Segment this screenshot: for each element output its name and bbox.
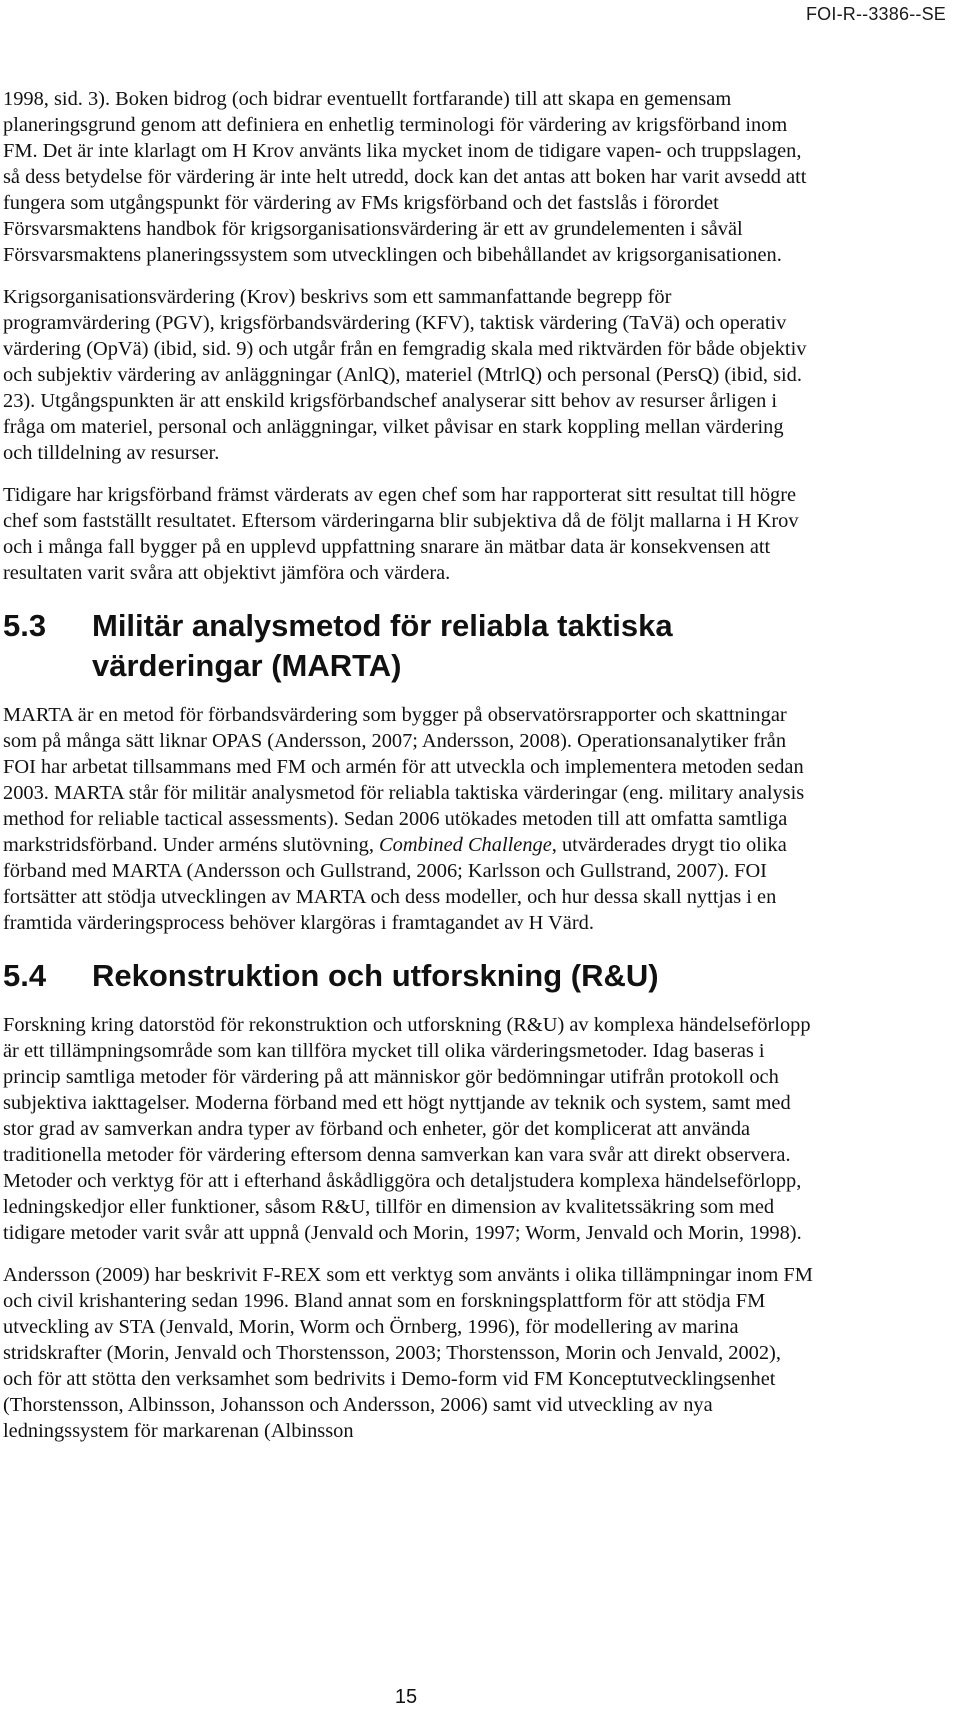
section-number: 5.3 <box>3 608 47 643</box>
section-number: 5.4 <box>3 958 47 993</box>
paragraph-f-rex: Andersson (2009) har beskrivit F-REX som ett verktyg som använts i olika tillämpningar inom FM och civil krishantering sedan 1996. Bland annat som en forskningsplattform för att stödja FM utveckling av STA (Jenvald, Morin, Worm och Örnberg, 1996), för modellering av marina stridskrafter (Morin, Jenvald och Thorstensson, 2003; Thorstensson, Morin och Jenvald, 2002), och för att stötta den verksamhet som bedrivits i Demo-form vid FM Konceptutvecklingsenhet (Thorstensson, Albinsson, Johansson och Andersson, 2006) samt vid utveckling av nya ledningssystem för markarenan (Albinsson <box>3 1264 813 1442</box>
section-heading-5-4 <box>3 956 815 996</box>
paragraph-ru-research: Forskning kring datorstöd för rekonstruktion och utforskning (R&U) av komplexa händelseförlopp är ett tillämpningsområde som kan tillföra mycket till olika värderingsmetoder. Idag baseras i princip samtliga metoder för värdering på att människor gör bedömningar utifrån protokoll och subjektiva iakttagelser. Moderna förband med ett högt nyttjande av teknik och system, samt med stor grad av samverkan andra typer av förband och enheter, gör det komplicerat att använda traditionella metoder för värdering eftersom denna samverkan kan vara svår att direkt observera. Metoder och verktyg för att i efterhand åskådliggöra och detaljstudera komplexa händelseförlopp, ledningskedjor eller funktioner, såsom R&U, tillför en dimension av kvalitetssäkring som med tidigare metoder varit svår att uppnå (Jenvald och Morin, 1997; Worm, Jenvald och Morin, 1998). <box>3 1014 811 1244</box>
paragraph-marta <box>3 702 815 936</box>
section-title: Rekonstruktion och utforskning (R&U) <box>92 958 659 993</box>
marta-text-start: MARTA är en metod för förbandsvärdering som bygger på observatörsrapporter och skattningar som på många sätt liknar OPAS (Andersson, 2007; Andersson, 2008). Operationsanalytiker från FOI har arbetat tillsammans med FM och armén för att utveckla och implementera metoden sedan 2003. MARTA står för militär analysmetod för reliabla taktiska värderingar (eng. military analysis method for reliable tactical assessments). Sedan 2006 utökades metoden till att omfatta samtliga markstridsförband. Under arméns slutövning, <box>3 704 805 856</box>
section-heading-5-3 <box>3 606 815 686</box>
paragraph-krov-definition: Krigsorganisationsvärdering (Krov) beskrivs som ett sammanfattande begrepp för programvärdering (PGV), krigsförbandsvärdering (KFV), taktisk värdering (TaVä) och operativ värdering (OpVä) (ibid, sid. 9) och utgår från en femgradig skala med riktvärden för både objektiv och subjektiv värdering av anläggningar (AnlQ), materiel (MtrlQ) och personal (PersQ) (ibid, sid. 23). Utgångspunkten är att enskild krigsförbandschef analyserar sitt behov av resurser årligen i fråga om materiel, personal och anläggningar, vilket påvisar en stark koppling mellan värdering och tilldelning av resurser. <box>3 286 807 464</box>
paragraph-earlier-valuation: Tidigare har krigsförband främst värderats av egen chef som har rapporterat sitt resultat till högre chef som fastställt resultatet. Eftersom värderingarna blir subjektiva då de följt mallarna i H Krov och i många fall bygger på en upplevd uppfattning snarare än mätbar data är konsekvensen att resultaten varit svåra att objektivt jämföra och värdera. <box>3 484 799 584</box>
page-number: 15 <box>394 1686 418 1708</box>
marta-text-end: , utvärderades drygt tio olika förband med MARTA (Andersson och Gullstrand, 2006; Karlsson och Gullstrand, 2007). FOI fortsätter att stödja utvecklingen av MARTA och dess modeller, och hur dessa skall nyttjas i en framtida värderingsprocess behöver klargöras i framtagandet av H Värd. <box>3 834 787 934</box>
paragraph-h-krov-intro: 1998, sid. 3). Boken bidrog (och bidrar eventuellt fortfarande) till att skapa en gemensam planeringsgrund genom att definiera en enhetlig terminologi för värdering av krigsförband inom FM. Det är inte klarlagt om H Krov använts lika mycket inom de tidigare vapen- och truppslagen, så dess betydelse för värdering är inte helt utredd, dock kan det antas att boken har varit avsedd att fungera som utgångspunkt för värdering av FMs krigsförband och det fastslås i förordet Försvarsmaktens handbok för krigsorganisationsvärdering är ett av grundelementen i såväl Försvarsmaktens planeringssystem som utvecklingen och bibehållandet av krigsorganisationen. <box>3 88 807 266</box>
report-code: FOI-R--3386--SE <box>805 4 946 24</box>
exercise-name: Combined Challenge <box>379 834 552 856</box>
document-body <box>0 86 815 1460</box>
section-title: Militär analysmetod för reliabla taktiska värderingar (MARTA) <box>92 608 673 683</box>
